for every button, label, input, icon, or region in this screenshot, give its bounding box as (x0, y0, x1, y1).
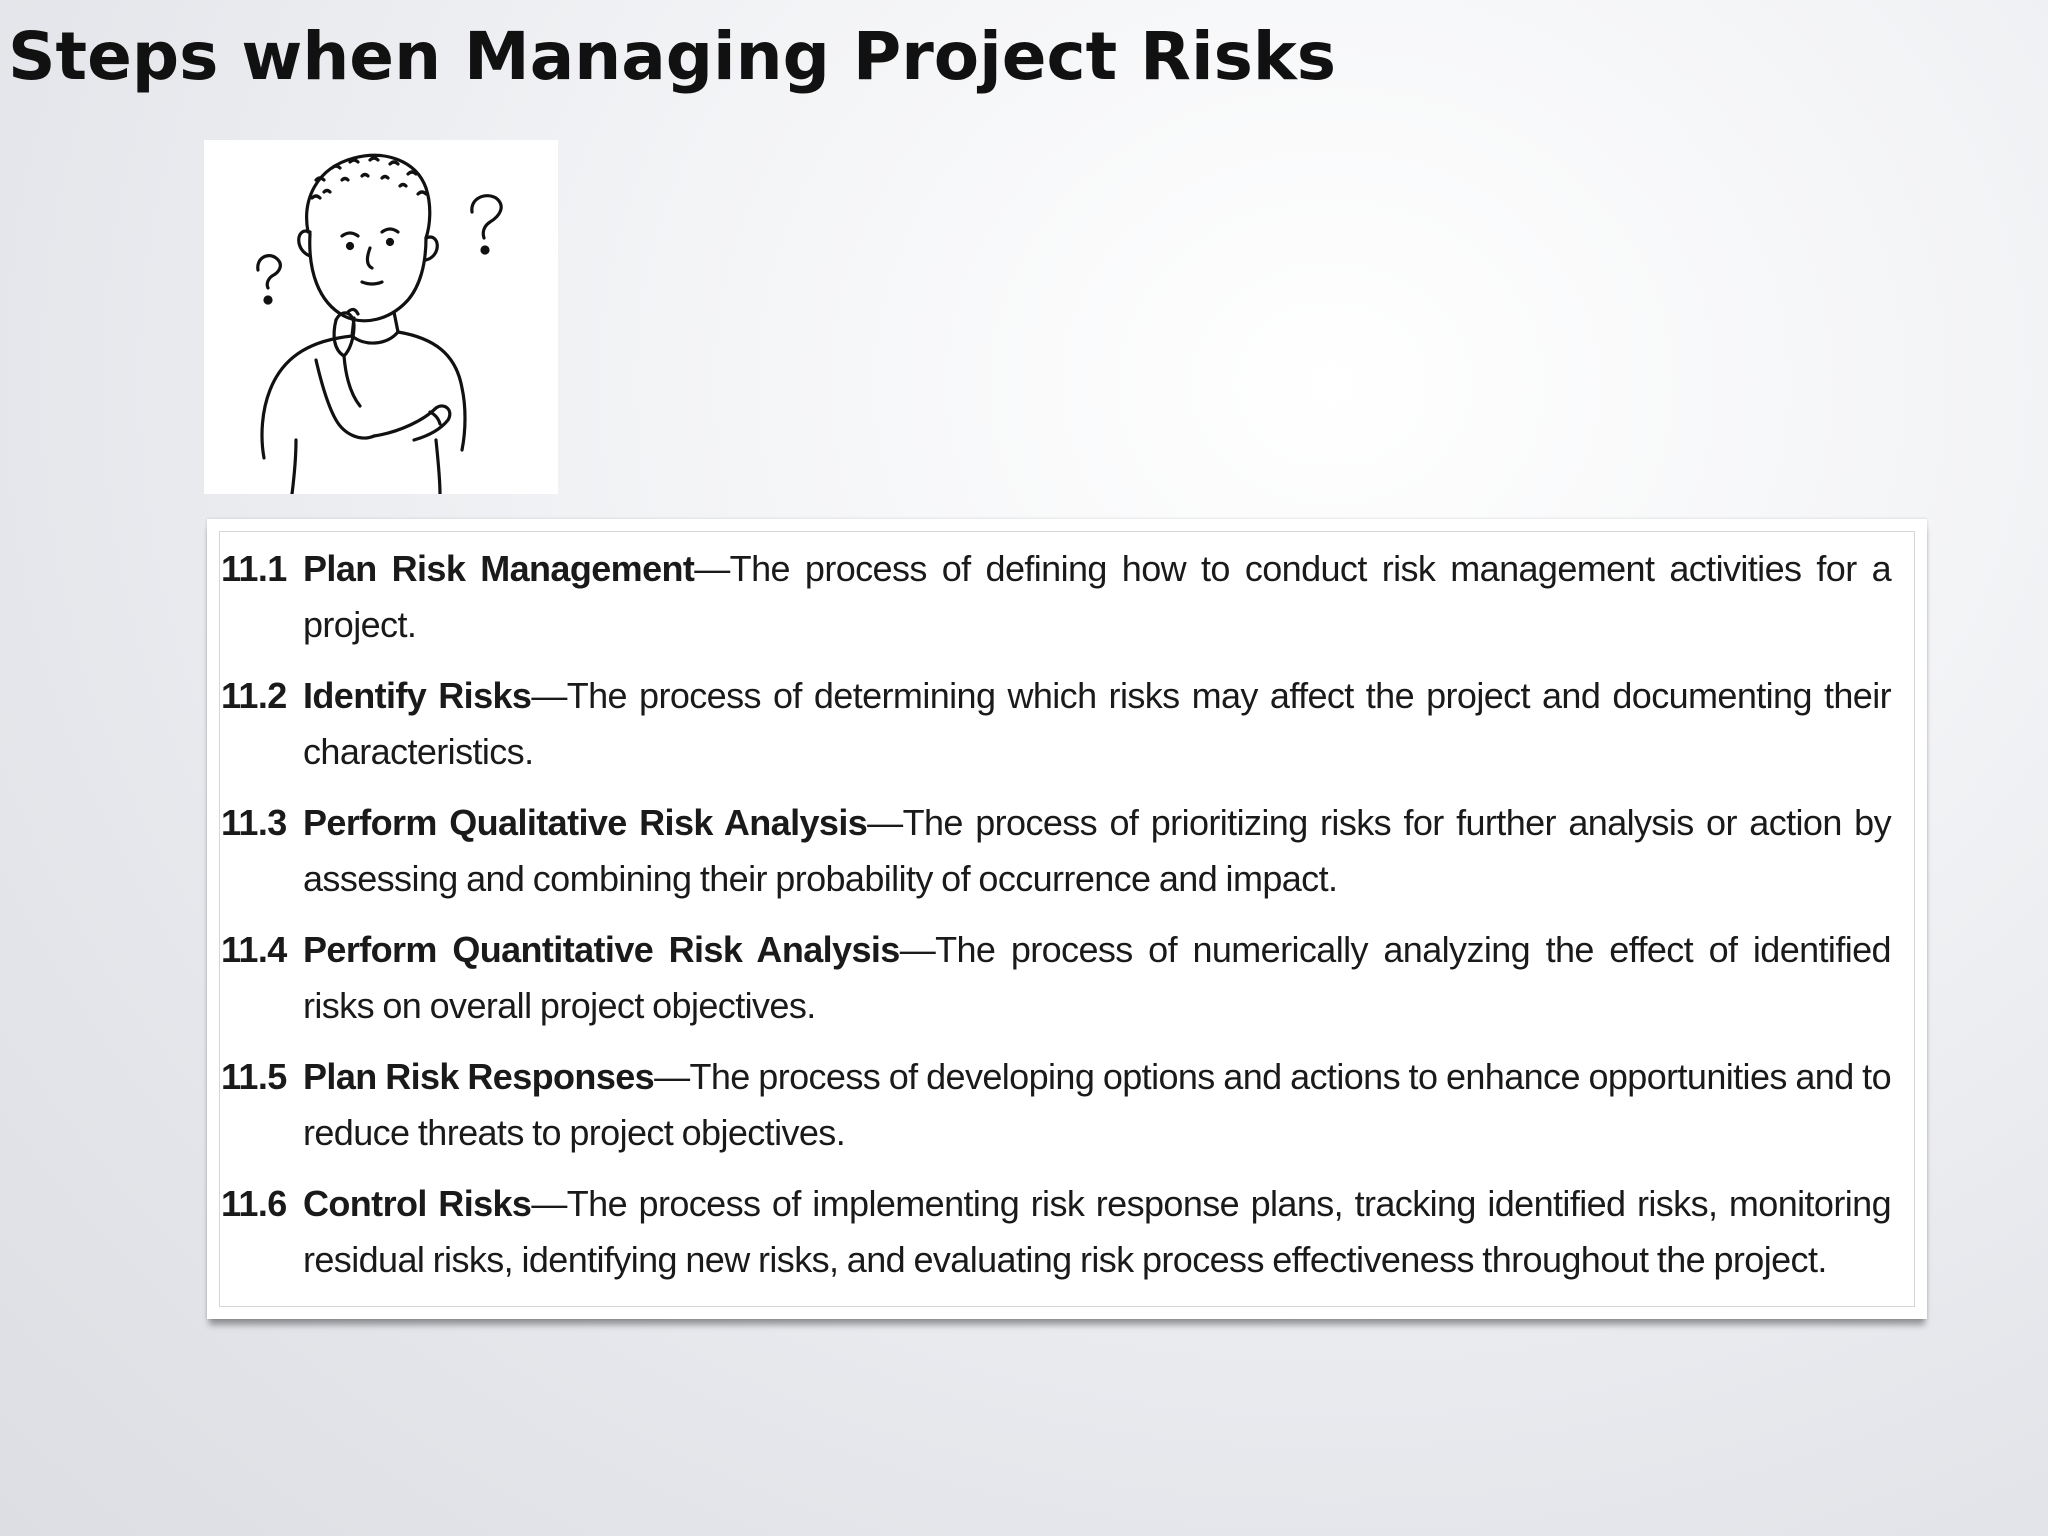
thinking-person-icon (204, 140, 558, 494)
risk-process-box (207, 519, 1927, 1319)
process-name: Control Risks (303, 1183, 532, 1224)
process-description: —The process of numerically analyzing the effect of identified risks on overall project objectives. (303, 929, 1891, 1026)
process-name: Plan Risk Management (303, 548, 695, 589)
process-number: 11.4 (221, 929, 287, 970)
process-item (221, 668, 1891, 780)
process-description: —The process of defining how to conduct risk management activities for a project. (303, 548, 1891, 645)
process-name: Identify Risks (303, 675, 532, 716)
process-number: 11.3 (221, 802, 287, 843)
process-description: —The process of developing options and actions to enhance opportunities and to reduce threats to project objectives. (303, 1056, 1892, 1153)
process-item (221, 922, 1891, 1034)
process-name: Perform Qualitative Risk Analysis (303, 802, 868, 843)
process-number: 11.6 (221, 1183, 287, 1224)
process-description: —The process of prioritizing risks for further analysis or action by assessing and combining their probability of occurrence and impact. (303, 802, 1891, 899)
process-list (221, 541, 1891, 1303)
process-number: 11.5 (221, 1056, 287, 1097)
process-item (221, 795, 1891, 907)
process-item (221, 1049, 1891, 1161)
process-name: Perform Quantitative Risk Analysis (303, 929, 900, 970)
slide-title: Steps when Managing Project Risks (8, 18, 1337, 95)
process-item (221, 1176, 1891, 1288)
process-description: —The process of implementing risk response plans, tracking identified risks, monitoring residual risks, identifying new risks, and evaluating risk process effectiveness throughout the project. (303, 1183, 1891, 1280)
process-number: 11.1 (221, 548, 287, 589)
process-item (221, 541, 1891, 653)
process-description: —The process of determining which risks may affect the project and documenting their characteristics. (303, 675, 1891, 772)
process-name: Plan Risk Responses (303, 1056, 655, 1097)
process-number: 11.2 (221, 675, 287, 716)
